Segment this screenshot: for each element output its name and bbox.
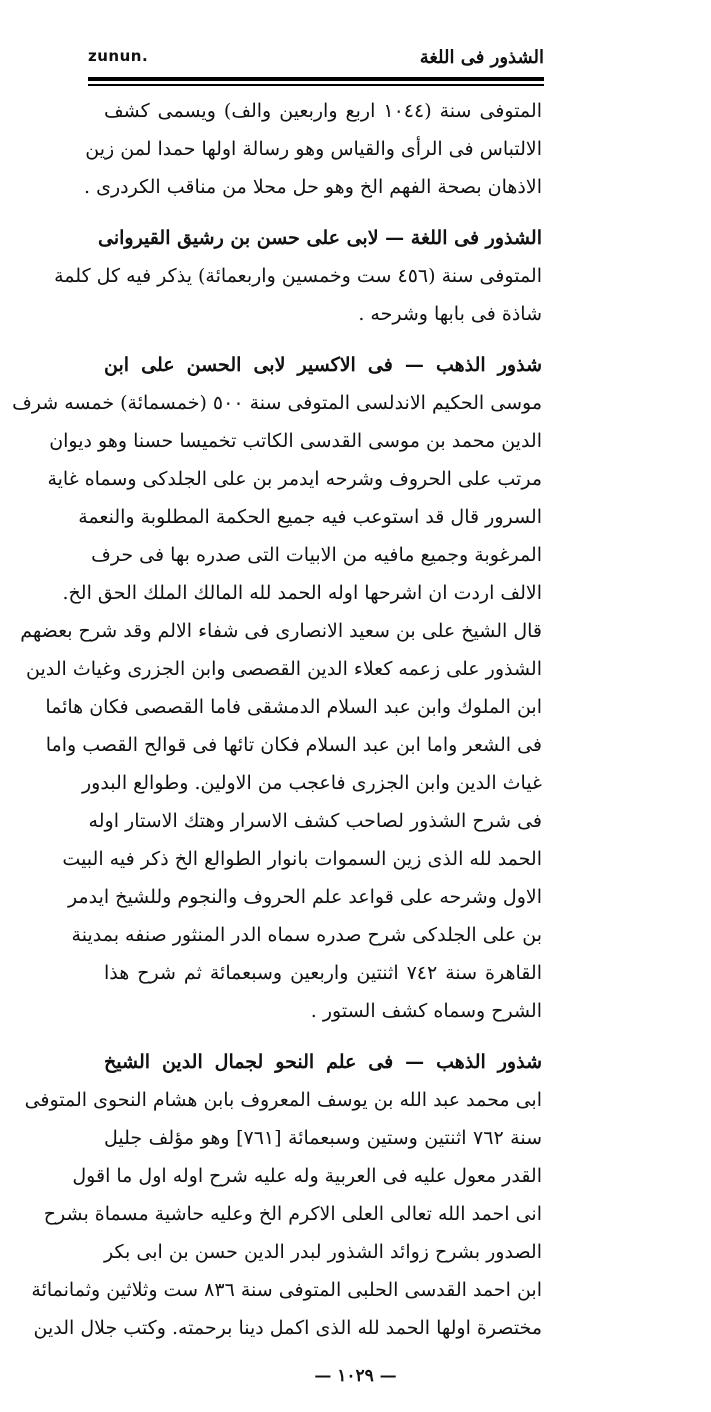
running-header — [88, 47, 544, 71]
text-line: المتوفى سنة (١٠٤٤ اربع واربعين والف) ويسمى كشف — [104, 100, 542, 122]
text-line: الحمد لله الذى زين السموات بانوار الطوالع الخ ذكر فيه البيت — [62, 848, 542, 870]
text-line: الصدور بشرح زوائد الشذور لبدر الدين حسن بن ابى بكر — [104, 1241, 542, 1263]
text-line: السرور قال قد استوعب فيه جميع الحكمة المطلوبة والنعمة — [78, 506, 542, 528]
text-line: المرغوبة وجميع مافيه من الابيات التى صدره بها فى حرف — [91, 544, 542, 566]
text-line: شاذة فى بابها وشرحه . — [358, 303, 542, 325]
header-rule-thin — [88, 84, 544, 86]
text-line: المتوفى سنة (٤٥٦ ست وخمسين واربعمائة) يذكر فيه كل كلمة — [54, 265, 542, 287]
entry-heading-line: الشذور فى اللغة — لابى على حسن بن رشيق القيروانى — [98, 227, 542, 249]
text-line: سنة ٧٦٢ اثنتين وستين وسبعمائة [٧٦١] وهو مؤلف جليل — [104, 1127, 542, 1149]
text-line: القاهرة سنة ٧٤٢ اثنتين واربعين وسبعمائة ثم شرح هذا — [104, 962, 542, 984]
text-line: ابن الملوك وابن عبد السلام الدمشقى فاما القصصى فكان هائما — [45, 696, 542, 718]
text-line: الاذهان بصحة الفهم الخ وهو حل محلا من مناقب الكردرى . — [84, 176, 542, 198]
text-line: الشرح وسماه كشف الستور . — [310, 1000, 542, 1022]
text-line: موسى الحكيم الاندلسى المتوفى سنة ٥٠٠ (خمسمائة) خمسه شرف — [12, 392, 542, 414]
header-right-title: الشذور فى اللغة — [419, 47, 544, 68]
text-line: فى شرح الشذور لصاحب كشف الاسرار وهتك الاستار اوله — [88, 810, 542, 832]
text-line: ابى محمد عبد الله بن يوسف المعروف بابن هشام النحوى المتوفى — [24, 1089, 542, 1111]
text-line: انى احمد الله تعالى العلى الاكرم الخ وعليه حاشية مسماة بشرح — [43, 1203, 542, 1225]
entry-heading-line: شذور الذهب — فى علم النحو لجمال الدين الشيخ — [104, 1051, 542, 1073]
text-line: غياث الدين وابن الجزرى فاعجب من الاولين. وطوالع البدور — [81, 772, 542, 794]
header-left-text: zunun. — [88, 47, 149, 65]
header-rule-thick — [88, 77, 544, 81]
text-line: فى الشعر واما ابن عبد السلام فكان تائها فى قوالح القصب واما — [45, 734, 542, 756]
text-line: الالف اردت ان اشرحها اوله الحمد لله المالك الملك الحق الخ. — [62, 582, 542, 604]
page-body — [12, 92, 542, 1347]
text-line: بن على الجلدكى شرح صدره سماه الدر المنثور صنفه بمدينة — [71, 924, 542, 946]
text-line: مختصرة اولها الحمد لله الذى اكمل دينا برحمته. وكتب جلال الدين — [33, 1317, 542, 1339]
text-line: الشذور على زعمه كعلاء الدين القصصى وابن الجزرى وغياث الدين — [26, 658, 542, 680]
text-line: ابن احمد القدسى الحلبى المتوفى سنة ٨٣٦ ست وثلاثين وثمانمائة — [31, 1279, 542, 1301]
text-line: الاول وشرحه على قواعد علم الحروف والنجوم وللشيخ ايدمر — [67, 886, 542, 908]
page-number: — ١٠٢٩ — — [314, 1366, 397, 1386]
text-line: القدر معول عليه فى العربية وله عليه شرح اوله اول ما اقول — [72, 1165, 542, 1187]
text-line: قال الشيخ على بن سعيد الانصارى فى شفاء الالم وقد شرح بعضهم — [20, 620, 542, 642]
entry-heading-line: شذور الذهب — فى الاكسير لابى الحسن على ابن — [104, 354, 542, 376]
text-line: مرتب على الحروف وشرحه ايدمر بن على الجلدكى وسماه غاية — [47, 468, 542, 490]
text-line: الالتباس فى الرأى والقياس وهو رسالة اولها حمدا لمن زين — [85, 138, 542, 160]
text-line: الدين محمد بن موسى القدسى الكاتب تخميسا حسنا وهو ديوان — [49, 430, 542, 452]
